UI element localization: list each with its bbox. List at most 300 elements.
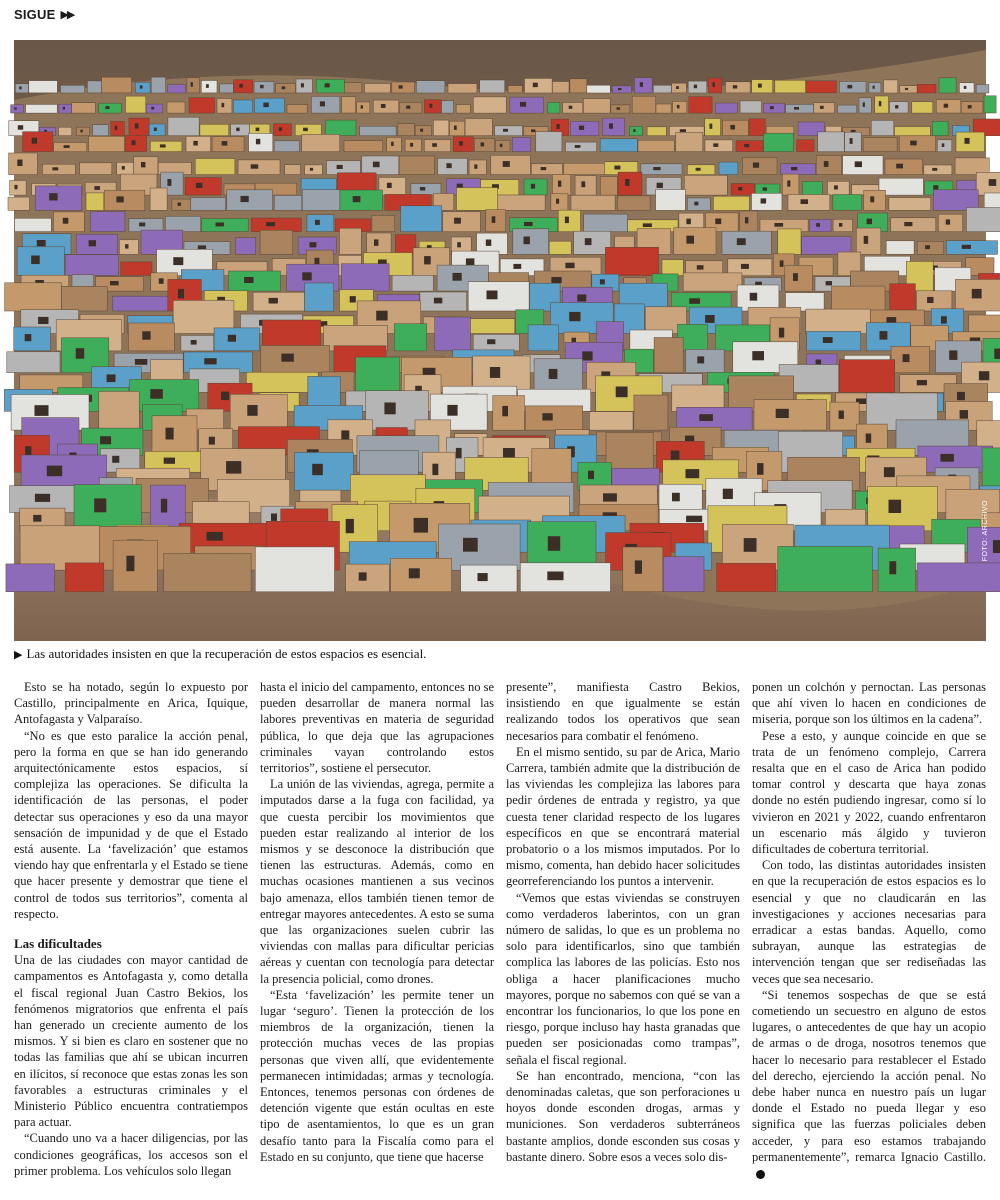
shack <box>677 407 753 430</box>
shack <box>475 139 495 152</box>
shack <box>663 557 704 592</box>
shack-window <box>774 223 783 227</box>
shack <box>890 102 909 113</box>
shack-window <box>150 389 163 399</box>
shack <box>833 195 862 211</box>
shack <box>936 100 961 113</box>
shack <box>924 165 952 175</box>
shack-window <box>346 519 354 533</box>
shack-window <box>376 311 387 321</box>
shack-window <box>337 165 343 169</box>
shack-window <box>585 238 592 245</box>
shack <box>551 194 568 211</box>
shack <box>933 190 978 211</box>
shack-window <box>94 498 106 512</box>
shack <box>285 165 301 175</box>
shack <box>676 132 703 151</box>
shack-window <box>135 359 147 365</box>
shack <box>536 132 562 152</box>
shack <box>917 563 1000 592</box>
shack-window <box>820 106 824 109</box>
shack <box>274 141 299 152</box>
shack <box>227 190 273 211</box>
shack <box>365 84 391 93</box>
shack <box>93 125 109 136</box>
shack-window <box>281 354 293 362</box>
shack-window <box>463 538 478 552</box>
shack-window <box>167 179 171 186</box>
shack-window <box>863 102 865 107</box>
shack <box>632 96 656 113</box>
shack <box>932 121 948 135</box>
shack-window <box>855 161 862 167</box>
shack-window <box>905 88 908 90</box>
shack <box>126 96 146 113</box>
shack <box>341 264 389 291</box>
shack-window <box>787 180 790 186</box>
shack <box>468 282 529 311</box>
photo-credit: FOTO: ARCHIVO <box>982 500 989 562</box>
shack-window <box>391 142 394 146</box>
shack-window <box>315 220 320 225</box>
shack-window <box>686 516 702 522</box>
shack <box>719 162 738 175</box>
shack-window <box>454 218 461 224</box>
shack-window <box>94 186 100 190</box>
shack <box>387 137 402 151</box>
shack-window <box>164 458 175 464</box>
shack-window <box>962 245 971 249</box>
shack-window <box>282 86 286 89</box>
paragraph: En el mismo sentido, su par de Arica, Mario Carrera, también admite que la distribución de las viviendas les complejiza las labores para pedir órdenes de entrada y registro, ya que cuesta tener claridad respecto de los lugares específicos en que se encontrará material probatorio o a los mismos imputados. Por lo mismo, comenta, han debido hacer solicitudes georreferenciando los puntos a intervenir. <box>506 744 740 889</box>
shack <box>305 283 334 311</box>
shack <box>683 273 742 291</box>
shack-window <box>910 141 917 146</box>
shack-window <box>226 461 241 474</box>
shack <box>778 229 801 255</box>
shack-window <box>884 467 895 477</box>
shack <box>6 564 55 592</box>
shack-window <box>228 335 236 342</box>
shack <box>344 141 383 152</box>
shack-window <box>761 198 767 203</box>
shack <box>736 141 763 152</box>
shack <box>525 406 582 430</box>
shack-window <box>581 181 585 187</box>
shack <box>149 124 165 136</box>
shack <box>129 118 149 136</box>
shack <box>602 118 624 136</box>
shack-window <box>617 107 620 110</box>
shack <box>705 119 721 136</box>
shack <box>495 126 523 136</box>
shack <box>287 105 307 114</box>
article-column-1 <box>14 679 248 1184</box>
shack <box>399 102 422 113</box>
shack-window <box>387 183 392 188</box>
shack <box>743 157 777 174</box>
shack-window <box>715 219 721 225</box>
shack-window <box>456 448 462 458</box>
shack <box>254 98 284 113</box>
shack <box>656 104 671 113</box>
shack-window <box>705 315 715 323</box>
shack <box>456 105 470 114</box>
shack-window <box>414 518 428 533</box>
shack-window <box>116 196 123 202</box>
shack <box>969 315 1000 334</box>
shack <box>340 190 383 210</box>
shack-window <box>142 331 150 339</box>
paragraph: La unión de las viviendas, agrega, permite a imputados darse a la fuga con facilidad, ya que cuesta percibir los movimientos que pueden estar realizando al interior de los mismos y se desconoce la distribución que tienen las estructuras. Además, como en muchas ocasiones mantienen a sus vecinos bajo amenaza, ellos también tienen temor de entregar mayores antecedentes. A esto se suma que las organizaciones suelen cubrir las viviendas con mallas para dificultar pericias aéreas y cuentan con tecnología para detectar la presencia policial, como drones. <box>260 777 494 986</box>
shack-window <box>738 187 742 191</box>
shack <box>647 127 666 136</box>
shack <box>214 328 259 351</box>
shack <box>810 219 831 231</box>
shack <box>976 172 1000 195</box>
shack <box>938 214 962 232</box>
shack <box>443 212 481 232</box>
shack-window <box>207 532 223 541</box>
shack <box>65 255 118 276</box>
shack-window <box>384 403 395 415</box>
shack <box>674 228 716 255</box>
shack <box>563 103 583 114</box>
shack <box>191 198 226 211</box>
shack <box>508 86 522 93</box>
shack <box>782 174 799 195</box>
shack <box>659 484 702 512</box>
shack-window <box>618 88 622 90</box>
shack-window <box>222 141 228 146</box>
shack <box>717 563 776 592</box>
shack <box>549 241 571 254</box>
shack <box>764 103 785 113</box>
shack-window <box>105 106 109 109</box>
shack <box>564 163 605 174</box>
shack-window <box>694 85 697 89</box>
shack-window <box>579 126 584 130</box>
shack <box>401 206 442 232</box>
shack <box>878 548 916 592</box>
shack <box>513 229 549 255</box>
shack <box>104 190 145 210</box>
shack-window <box>556 199 559 204</box>
section-header <box>14 7 73 22</box>
shack-window <box>198 245 206 249</box>
shack <box>830 402 859 430</box>
shack-window <box>609 123 613 128</box>
shack <box>839 81 866 93</box>
shack-window <box>780 260 784 267</box>
shack-window <box>713 143 718 147</box>
shack-window <box>266 222 275 226</box>
shack <box>392 82 415 93</box>
shack <box>491 155 531 174</box>
shack <box>238 160 280 175</box>
shack <box>570 121 599 135</box>
shack <box>438 158 468 174</box>
shack-window <box>115 126 118 130</box>
shack <box>26 104 58 113</box>
shack <box>295 124 321 135</box>
shack-window <box>122 166 125 170</box>
shack <box>959 83 974 93</box>
shack-window <box>31 256 40 265</box>
shack-window <box>927 297 933 303</box>
shack-window <box>989 179 997 186</box>
shack <box>442 101 454 113</box>
shack <box>11 105 24 113</box>
shack <box>548 102 560 113</box>
shack <box>54 143 87 152</box>
shack-window <box>63 218 69 224</box>
shack <box>587 85 611 93</box>
shack-window <box>932 168 937 171</box>
shack <box>305 165 323 175</box>
shack-window <box>542 413 552 420</box>
shack <box>311 96 339 113</box>
shack <box>420 292 467 311</box>
shack-window <box>239 84 243 88</box>
shack-window <box>353 196 361 202</box>
paragraph: presente”, manifiesta Castro Bekios, insistiendo en que igualmente se están realizando todos los operativos que sean necesarios para combatir el fenómeno. <box>506 680 740 743</box>
shack-window <box>866 434 872 443</box>
shack-window <box>993 540 1000 553</box>
shack <box>392 275 433 291</box>
shack <box>863 138 897 152</box>
shack-window <box>657 183 663 188</box>
shack <box>917 241 944 254</box>
shack-window <box>565 263 574 269</box>
shack-window <box>633 129 635 132</box>
shack-window <box>204 358 216 364</box>
shack <box>453 137 473 152</box>
shack-window <box>52 167 58 170</box>
shack-window <box>492 216 496 223</box>
shack-window <box>575 145 581 148</box>
shack-window <box>972 289 982 299</box>
shack-window <box>710 124 713 129</box>
shack <box>448 84 477 93</box>
shack <box>886 241 914 255</box>
shack-window <box>256 128 260 132</box>
shack-window <box>141 162 145 167</box>
shack <box>634 395 668 430</box>
shack-window <box>310 242 317 247</box>
shack <box>254 82 274 94</box>
shack <box>838 105 857 113</box>
shack <box>233 100 252 113</box>
shack-window <box>63 107 65 110</box>
shack <box>360 126 396 136</box>
shack-window <box>653 167 660 170</box>
shack <box>961 102 983 113</box>
shack <box>749 119 765 136</box>
shack <box>117 162 134 174</box>
shack-window <box>699 414 713 421</box>
shack <box>251 218 301 232</box>
shack <box>302 190 340 211</box>
shack-window <box>503 448 515 458</box>
shack <box>629 126 642 135</box>
shack <box>379 177 406 195</box>
shack <box>165 216 200 231</box>
shack <box>654 338 683 373</box>
paragraph: Esto se ha notado, según lo expuesto por Castillo, principalmente en Arica, Iquique, Antofagasta y Valparaíso. <box>14 680 248 727</box>
shack-window <box>125 244 128 248</box>
shack-window <box>247 405 257 416</box>
shack-window <box>459 141 463 146</box>
shack-window <box>520 102 526 107</box>
shack <box>656 190 686 211</box>
shack <box>859 98 871 113</box>
shack-window <box>794 107 799 110</box>
paragraph: “Esta ‘favelización’ les permite tener un lugar ‘seguro’. Tienen la protección de los miembros de la organización, tienen la protección muchas veces de las propias personas que viven allí, que evidentemente permanecen intimidadas; armas y tecnología. Entonces, tenemos personas con órdenes de detención vigente que están ocultas en este tipo de asentamientos, lo que es un gran desafío tanto para la Fiscalía como para el Estado en su conjunto, que tiene que hacerse <box>260 987 494 1164</box>
shack <box>839 360 894 393</box>
shack <box>80 163 112 175</box>
shack <box>394 324 427 351</box>
paragraph: ponen un colchón y pernoctan. Las personas que ahí viven lo hacen en condiciones de miseria, porque son los últimos en la cadena”. <box>752 680 986 727</box>
paragraph-final-text: “Si tenemos sospechas de que se está cometiendo un secuestro en alguno de estos lugares, o antecedentes de que hay un acopio de armas o de droga, nosotros tenemos que hacer lo necesario para restablecer el Estado del derecho, ejerciendo la acción penal. No debe haber nunca en nuestro país un lugar donde el Estado no pueda llegar y eso significa que las fuerzas policiales deben acceder, y para eso estamos trabajando permanentemente”, remarca Ignacio Castillo. <box>752 987 986 1164</box>
shack <box>843 156 883 175</box>
paragraph: “Cuando uno va a hacer diligencias, por las condiciones geográficas, los accesos son el primer problema. Los vehículos solo llegan <box>14 1131 248 1178</box>
paragraph-final <box>752 987 986 1181</box>
shack-window <box>279 127 282 131</box>
shack-window <box>549 369 558 379</box>
shack <box>461 565 517 592</box>
shack-window <box>140 85 143 88</box>
shack <box>195 159 235 175</box>
shack <box>984 96 996 113</box>
shack-window <box>895 105 898 108</box>
shack <box>469 160 486 175</box>
shack-window <box>577 294 586 301</box>
shack <box>129 323 175 351</box>
shack-window <box>191 340 197 345</box>
shack-window <box>968 105 972 108</box>
article-column-4 <box>752 679 986 1184</box>
shack-window <box>689 298 700 304</box>
shack <box>673 101 687 113</box>
shack-window <box>64 145 70 148</box>
shack-window <box>251 164 259 168</box>
shack-window <box>896 164 903 169</box>
shack-window <box>697 265 704 269</box>
shack-window <box>889 500 902 513</box>
shack <box>220 84 234 93</box>
shack <box>307 215 334 232</box>
shack <box>14 327 51 351</box>
shack-window <box>964 86 967 89</box>
shack <box>102 77 132 93</box>
shack <box>465 119 492 136</box>
shack <box>802 237 851 255</box>
shack-window <box>744 538 757 552</box>
shack <box>806 81 837 93</box>
shack <box>571 195 615 210</box>
shack <box>189 98 215 113</box>
shack <box>15 84 28 93</box>
shack-window <box>635 560 642 573</box>
shack-window <box>531 184 535 189</box>
shack <box>362 156 399 175</box>
shack <box>424 140 450 152</box>
shack <box>99 391 139 430</box>
shack-window <box>730 125 735 130</box>
shack <box>687 165 715 175</box>
shack-window <box>979 371 989 380</box>
shack <box>891 346 929 372</box>
shack-window <box>870 196 874 202</box>
shack <box>372 215 395 231</box>
shack-window <box>671 451 680 460</box>
shack <box>726 82 751 93</box>
paragraph: hasta el inicio del campamento, entonces no se pueden desarrollar de manera normal las labores preventivas en materia de seguridad pública, lo que deja que las agrupaciones criminales vayan controlando estos territorios”, sostiene el persecutor. <box>260 680 494 776</box>
shack <box>172 199 191 210</box>
shack-window <box>779 328 784 338</box>
shack <box>201 81 217 93</box>
shack-window <box>744 144 749 147</box>
shack-window <box>350 296 356 302</box>
shack-window <box>850 138 853 144</box>
shack <box>672 83 687 93</box>
shack-window <box>600 279 605 284</box>
shack <box>90 212 125 232</box>
shack <box>833 219 852 231</box>
shack-window <box>745 217 748 223</box>
shack <box>276 84 296 93</box>
shack <box>939 78 956 93</box>
shack-window <box>481 143 485 147</box>
shack-window <box>301 83 304 87</box>
shack-window <box>178 289 184 299</box>
shack-window <box>824 161 829 167</box>
shack-window <box>793 273 798 281</box>
shack-window <box>424 256 431 264</box>
shack-window <box>965 138 970 144</box>
shack-window <box>18 125 23 130</box>
shack-window <box>524 222 533 226</box>
shack <box>584 214 628 232</box>
shack-window <box>944 104 948 108</box>
shack <box>415 126 432 136</box>
shack-window <box>889 561 896 574</box>
shack <box>589 412 633 430</box>
shack-window <box>100 436 111 444</box>
shack <box>325 120 356 136</box>
shack <box>868 486 938 530</box>
shack-window <box>696 168 701 171</box>
shack <box>722 231 771 254</box>
shack <box>111 121 125 135</box>
shack <box>164 553 251 591</box>
caption-arrow-icon: ▶ <box>14 649 23 661</box>
shack <box>9 153 38 175</box>
shack-window <box>569 106 573 109</box>
shack <box>43 164 76 174</box>
shack <box>230 394 287 430</box>
shack <box>552 174 570 195</box>
shack <box>583 99 610 114</box>
shack <box>29 81 58 93</box>
shack-window <box>420 187 425 191</box>
shack <box>871 120 894 135</box>
shack <box>296 79 312 93</box>
shack <box>493 396 525 431</box>
shack-window <box>503 129 508 132</box>
shack <box>146 104 163 113</box>
